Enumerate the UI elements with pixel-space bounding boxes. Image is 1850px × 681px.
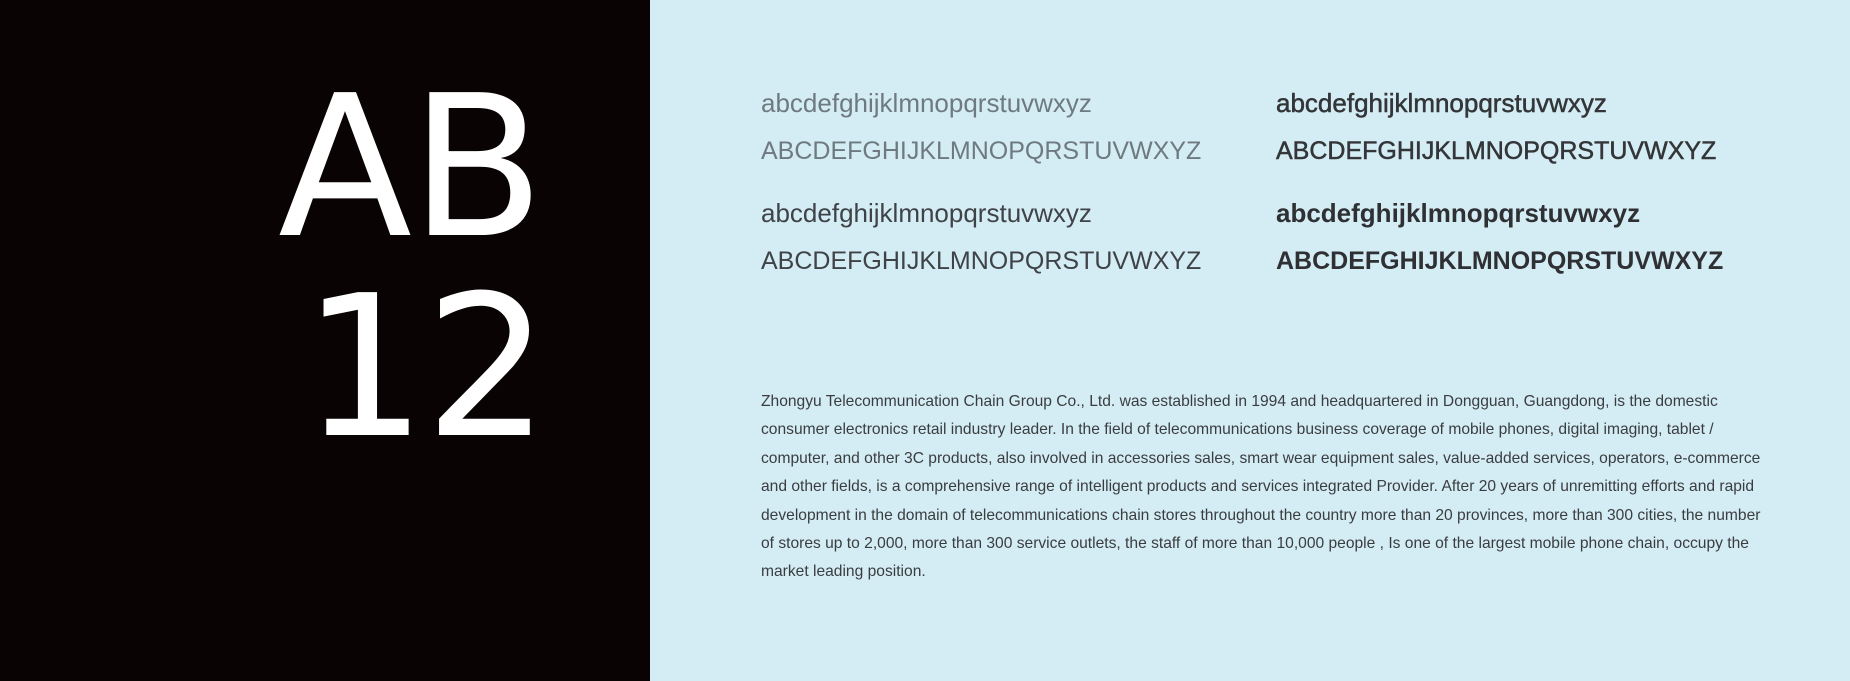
light-uppercase-sample: ABCDEFGHIJKLMNOPQRSTUVWXYZ bbox=[761, 137, 1202, 165]
light-lowercase-sample: abcdefghijklmnopqrstuvwxyz bbox=[761, 88, 1092, 118]
bold-lowercase-sample: abcdefghijklmnopqrstuvwxyz bbox=[1276, 198, 1641, 228]
bold-uppercase-sample: ABCDEFGHIJKLMNOPQRSTUVWXYZ bbox=[1276, 247, 1724, 275]
specimen-info-panel bbox=[650, 0, 1850, 681]
regular-uppercase-sample: ABCDEFGHIJKLMNOPQRSTUVWXYZ bbox=[761, 247, 1202, 275]
big-letters-ab: AB bbox=[278, 54, 543, 282]
medium-uppercase-sample: ABCDEFGHIJKLMNOPQRSTUVWXYZ bbox=[1276, 137, 1717, 165]
big-numbers-12: 12 bbox=[302, 254, 548, 482]
company-description: Zhongyu Telecommunication Chain Group Co., Ltd. was established in 1994 and headquartered in Dongguan, Guangdong, is the domestic consumer electronics retail industry leader. In the field of telecommunications business coverage of mobile phones, digital imaging, tablet / computer, and other 3C products, also involved in accessories sales, smart wear equipment sales, value-added services, operators, e-commerce and other fields, is a comprehensive range of intelligent products and services integrated Provider. After 20 years of unremitting efforts and rapid development in the domain of telecommunications chain stores throughout the country more than 20 provinces, more than 300 cities, the number of stores up to 2,000, more than 300 service outlets, the staff of more than 10,000 people , Is one of the largest mobile phone chain, occupy the market leading position. bbox=[761, 393, 1761, 581]
glyph-showcase-panel bbox=[0, 0, 650, 681]
regular-lowercase-sample: abcdefghijklmnopqrstuvwxyz bbox=[761, 198, 1092, 228]
medium-lowercase-sample: abcdefghijklmnopqrstuvwxyz bbox=[1276, 88, 1607, 118]
